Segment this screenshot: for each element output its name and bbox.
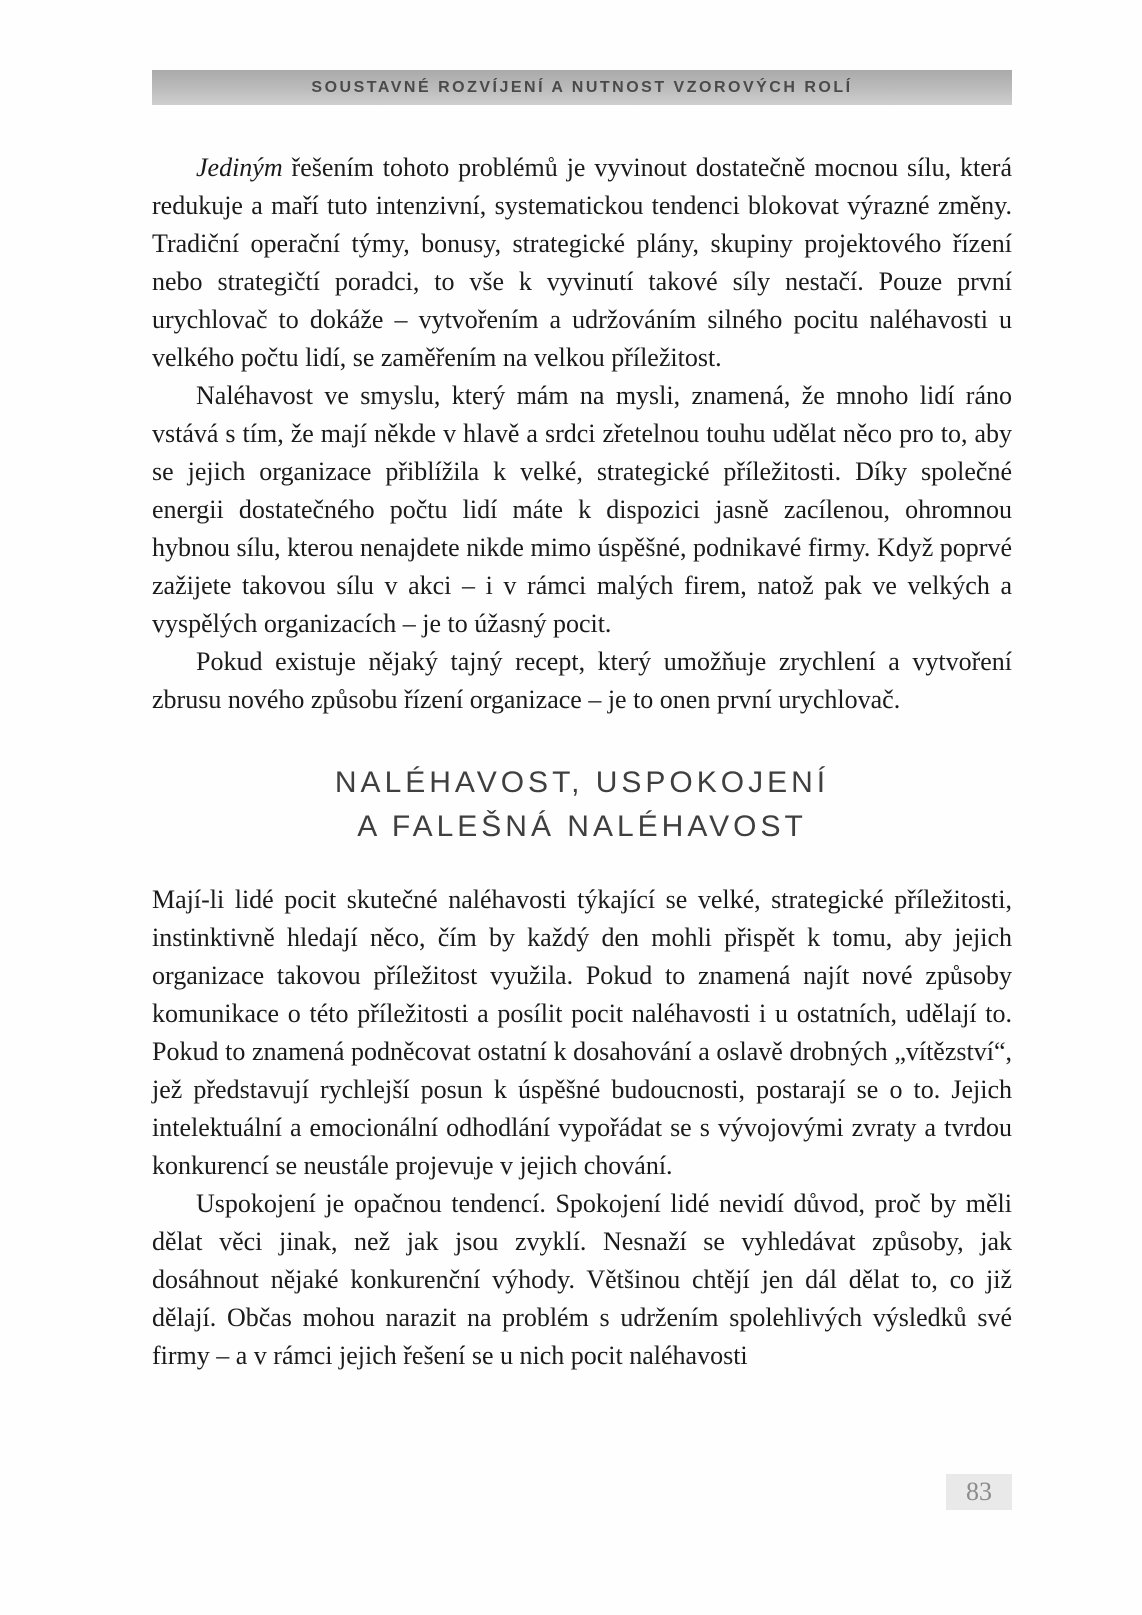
page-content — [152, 149, 1012, 1375]
paragraph-1-text: řešením tohoto problémů je vyvinout dostatečně mocnou sílu, která redukuje a maří tuto intenzivní, systematickou tendenci blokovat výrazné změny. Tradiční operační týmy, bonusy, strategické plány, skupiny projektového řízení nebo strategičtí poradci, to vše k vyvinutí takové síly nestačí. Pouze první urychlovač to dokáže – vytvořením a udržováním silného pocitu naléhavosti u velkého počtu lidí, se zaměřením na velkou příležitost. — [152, 153, 1012, 372]
section-heading-line-1: NALÉHAVOST, USPOKOJENÍ — [334, 766, 830, 799]
running-head-title: SOUSTAVNÉ ROZVÍJENÍ A NUTNOST VZOROVÝCH ROLÍ — [311, 78, 853, 96]
paragraph-4: Mají-li lidé pocit skutečné naléhavosti týkající se velké, strategické příležitosti, instinktivně hledají něco, čím by každý den mohli přispět k tomu, aby jejich organizace takovou příležitost využila. Pokud to znamená najít nové způsoby komunikace o této příležitosti a posílit pocit naléhavosti i u ostatních, udělají to. Pokud to znamená podněcovat ostatní k dosahování a oslavě drobných „vítězství“, jež představují rychlejší posun k úspěšné budoucnosti, postarají se o to. Jejich intelektuální a emocionální odhodlání vypořádat se s vývojovými zvraty a tvrdou konkurencí se neustále projevuje v jejich chování. — [152, 885, 1012, 1180]
lead-word-italic: Jediným — [196, 153, 283, 182]
paragraph-2: Naléhavost ve smyslu, který mám na mysli, znamená, že mnoho lidí ráno vstává s tím, že mají někde v hlavě a srdci zřetelnou touhu udělat něco pro to, aby se jejich organizace přiblížila k velké, strategické příležitosti. Díky společné energii dostatečného počtu lidí máte k dispozici jasně zacílenou, ohromnou hybnou sílu, kterou nenajdete nikde mimo úspěšné, podnikavé firmy. Když poprvé zažijete takovou sílu v akci – i v rámci malých firem, natož pak ve velkých a vyspělých organizacích – je to úžasný pocit. — [152, 381, 1012, 638]
page-header-bar — [152, 70, 1012, 105]
page-number-value: 83 — [966, 1477, 992, 1506]
paragraph-3: Pokud existuje nějaký tajný recept, který umožňuje zrychlení a vytvoření zbrusu nového způsobu řízení organizace – je to onen první urychlovač. — [152, 647, 1012, 714]
section-heading — [152, 761, 1012, 849]
page-number — [946, 1474, 1012, 1510]
section-heading-line-2: A FALEŠNÁ NALÉHAVOST — [357, 810, 807, 843]
paragraph-5: Uspokojení je opačnou tendencí. Spokojení lidé nevidí důvod, proč by měli dělat věci jinak, než jak jsou zvyklí. Nesnaží se vyhledávat způsoby, jak dosáhnout nějaké konkurenční výhody. Většinou chtějí jen dál dělat to, co již dělají. Občas mohou narazit na problém s udržením spolehlivých výsledků své firmy – a v rámci jejich řešení se u nich pocit naléhavosti — [152, 1189, 1012, 1370]
paragraph-1 — [152, 149, 1012, 377]
